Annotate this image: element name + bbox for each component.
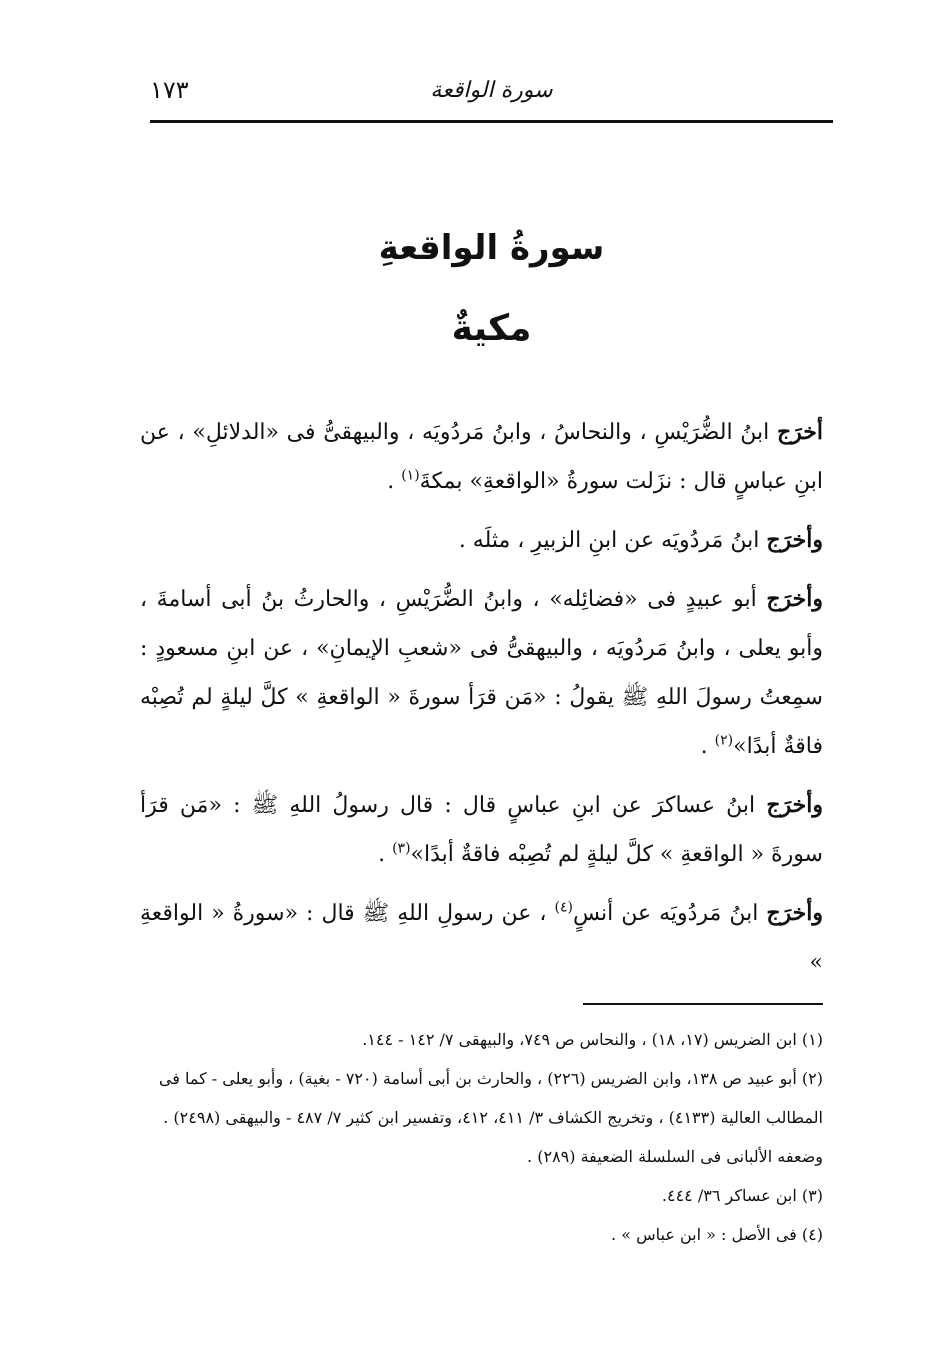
paragraph-lead: وأخرَج [766,586,823,612]
page-number: ١٧٣ [150,76,189,104]
footnote-ref: (٣) [392,840,411,857]
footnote-rule [583,1003,823,1005]
running-head [150,70,833,110]
paragraph-2 [140,516,823,565]
surah-subtitle: مكيةٌ [451,308,532,349]
paragraph-lead: وأخرَج [766,792,823,818]
footnote-ref: (٤) [554,899,573,916]
footnote-3: (٣) ابن عساكر ٣٦/ ٤٤٤. [661,1186,823,1205]
paragraph-text: ابنُ مَردُويَه عن أنسٍ [572,901,767,926]
paragraph-3 [140,575,823,771]
footnote-4: (٤) فى الأصل : « ابن عباس » . [611,1225,823,1244]
footnote-ref: (١) [401,467,420,484]
footnote-ref: (٢) [714,732,734,749]
paragraph-text: ابنُ مَردُويَه عن ابنِ الزبيرِ ، مثلَه . [458,528,767,553]
paragraph-1 [140,408,823,506]
paragraph-end: . [387,469,402,494]
paragraph-4 [140,781,823,879]
paragraph-5 [140,889,823,987]
paragraph-text: ابنُ الضُّرَيْسِ ، والنحاسُ ، وابنُ مَردُويَه ، والبيهقىُّ فى «الدلائلِ» ، عن ابنِ عباسٍ قال : نزَلت سورةُ «الواقعةِ» بمكةَ [140,420,823,494]
paragraph-end: . [700,734,715,759]
footnote-2: (٢) أبو عبيد ص ١٣٨، وابن الضريس (٢٢٦) ، والحارث بن أبى أسامة (٧٢٠ - بغية) ، وأبو يعلى - كما فى المطالب العالية (٤١٣٣) ، وتخريج الكشاف ٣/ ٤١١، ٤١٢، وتفسير ابن كثير ٧/ ٤٨٧ - والبيهقى (٢٤٩٨) . وضعفه الألبانى فى السلسلة الضعيفة (٢٨٩) . [158,1069,823,1166]
paragraph-text: أبو عبيدٍ فى «فضائِله» ، وابنُ الضُّرَيْسِ ، والحارثُ بنُ أبى أسامةَ ، وأبو يعلى ، وابنُ مَردُويَه ، والبيهقىُّ فى «شعبِ الإيمانِ» ، عن ابنِ مسعودٍ : سمِعتُ رسولَ اللهِ ﷺ يقولُ : «مَن قرَأ سورةَ « الواقعةِ » كلَّ ليلةٍ لم تُصِبْه فاقةٌ أبدًا» [140,587,823,759]
running-title: سورة الواقعة [430,78,553,103]
surah-title: سورةُ الواقعةِ [378,228,605,268]
paragraph-text: ابنُ عساكرَ عن ابنِ عباسٍ قال : قال رسولُ اللهِ ﷺ : «مَن قرَأ سورةَ « الواقعةِ » كلَّ ليلةٍ لم تُصِبْه فاقةٌ أبدًا» [140,793,823,867]
footnote-1: (١) ابن الضريس (١٧، ١٨) ، والنحاس ص ٧٤٩، والبيهقى ٧/ ١٤٢ - ١٤٤. [362,1030,823,1049]
paragraph-end: ، عن رسولِ اللهِ ﷺ قال : «سورةُ « الواقعةِ » [140,901,823,975]
header-rule [150,120,833,123]
paragraph-lead: أخرَج [776,419,823,445]
main-text [140,408,823,997]
paragraph-lead: وأخرَج [766,527,823,553]
paragraph-end: . [378,842,393,867]
footnotes [150,1020,823,1254]
paragraph-lead: وأخرَج [766,900,823,926]
